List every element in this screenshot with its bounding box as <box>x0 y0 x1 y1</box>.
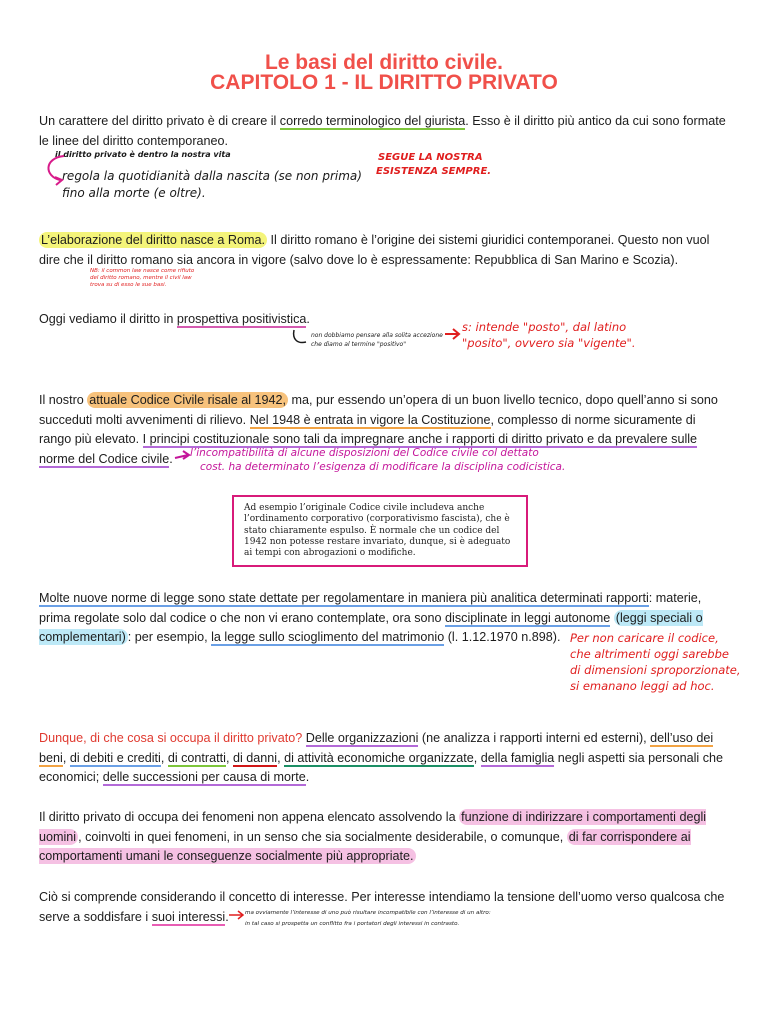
underline-contratti: di contratti <box>167 750 226 765</box>
highlight-conseguenze: di far corrispondere ai comportamenti umani le conseguenze socialmente più appropriate. <box>39 829 691 863</box>
handwritten-note-daily: regola la quotidianità dalla nascita (se non prima) <box>62 169 362 183</box>
underline-successioni: delle successioni per causa di morte <box>102 770 306 784</box>
handwritten-side-note-1: SEGUE LA NOSTRA <box>378 152 483 163</box>
handwritten-side-note-2: ESISTENZA SEMPRE. <box>376 166 492 177</box>
red-arrowhead-posto <box>453 329 459 339</box>
underline-corredo: corredo terminologico del giurista <box>279 114 466 128</box>
handwritten-note-conflict: ma ovviamente l’interesse di uno può risultare incompatibile con l’interesse di un altro: in tal caso si prospetta un conflitto fra i portatori degli interessi in contrasto. <box>245 910 491 927</box>
underline-interessi: suoi interessi <box>151 909 226 924</box>
underline-debiti: di debiti e crediti <box>69 750 161 765</box>
pink-bracket-arrowhead <box>55 177 62 185</box>
example-box: Ad esempio l’originale Codice civile includeva anche l’ordinamento corporativo (corporativismo fascista), che è stato chiaramente espulso. È normale che un codice del 1942 non potesse restare invariato, dunque, si è adeguato ai tempi con abrogazioni o modifiche. <box>232 495 528 567</box>
underline-danni: di danni <box>232 750 278 765</box>
handwritten-note-incompatibility: l’incompatibilità di alcune disposizioni del Codice civile col dettato <box>190 447 539 459</box>
highlight-code-1942: attuale Codice Civile risale al 1942, <box>89 393 287 407</box>
paragraph-terminology: Un carattere del diritto privato è di creare il corredo terminologico del giurista. Esso è il diritto più antico da cui sono formate le linee del diritto contemporaneo. <box>39 114 726 148</box>
underline-positivistica: prospettiva positivistica <box>176 312 307 326</box>
title-line-1: Le basi del diritto civile. <box>264 51 504 74</box>
handwritten-note-positivo: non dobbiamo pensare alla solita accezione che diamo al termine "positivo" <box>311 332 443 348</box>
handwritten-note-vigente: "posito", ovvero sia "vigente". <box>462 336 636 350</box>
paragraph-interest: Ciò si comprende considerando il concetto di interesse. Per interesse intendiamo la tensione dell’uomo verso qualcosa che serve a soddisfare i suoi interessi. <box>39 890 725 924</box>
handwritten-note-posto: s: intende "posto", dal latino <box>462 320 627 334</box>
underline-attivita: di attività economiche organizzate <box>284 750 474 765</box>
question-text: Dunque, di che cosa si occupa il diritto privato? <box>39 731 303 745</box>
handwritten-note-death: fino alla morte (e oltre). <box>62 186 206 200</box>
paragraph-roman-law: L’elaborazione del diritto nasce a Roma. Il diritto romano è l’origine dei sistemi giuridici contemporanei. Questo non vuol dire che il diritto romano sia ancora in vigore (salvo dove lo è espressamente: Repubblica di San Marino e Scozia). <box>39 233 710 267</box>
underline-beni: dell’uso dei beni <box>39 731 714 765</box>
paragraph-function: Il diritto privato di occupa dei fenomeni non appena elencato assolvendo la funzione di indirizzare i comportamenti degli uomini , coinvolti in quei fenomeni, in un senso che sia socialmente desiderabile, o comunque, di far corrispondere ai comportamenti umani le conseguenze socialmente più appropriate. <box>39 810 707 863</box>
highlight-rome: L’elaborazione del diritto nasce a Roma. <box>41 233 266 247</box>
highlight-leggi-speciali: (leggi speciali o complementari) <box>39 610 703 644</box>
paragraph-new-laws: Molte nuove norme di legge sono state dettate per regolamentare in maniera più analitica determinati rapporti: materie, prima regolate solo dal codice o che non vi erano contemplate, ora sono disciplinate in leggi autonome (leggi speciali o complementari) : per esempio, la legge sullo scioglimento del matrimonio (l. 1.12.1970 n.898). <box>39 591 703 644</box>
underline-nuove-norme: Molte nuove norme di legge sono state dettate per regolamentare in maniera più analitica determinati rapporti <box>39 591 649 605</box>
handwritten-note-life: il diritto privato è dentro la nostra vita <box>55 150 231 159</box>
underline-scioglimento: la legge sullo scioglimento del matrimonio <box>211 630 445 644</box>
paragraph-civil-code: Il nostro attuale Codice Civile risale al 1942, ma, pur essendo un’opera di un buon livello tecnico, dopo quell’anno si sono succeduti molti avvenimenti di rilievo. Nel 1948 è entrata in vigore la Costituzione, complesso di norme sicuramente di rango più elevato. I principi costituzionale sono tali da impregnare anche i rapporti di diritto privato e da prevalere sulle norme del Codice civile. <box>39 393 718 466</box>
title-line-2: CAPITOLO 1 - IL DIRITTO PRIVATO <box>210 71 558 94</box>
handwritten-note-leggi-ad-hoc: Per non caricare il codice, che altrimenti oggi sarebbe di dimensioni sproporzionate, si emanano leggi ad hoc. <box>570 631 741 693</box>
positivism-arrow <box>294 330 306 343</box>
underline-principi: I principi costituzionale sono tali da impregnare anche i rapporti di diritto privato e da prevalere sulle norme del Codice civile <box>39 432 698 466</box>
underline-organizzazioni: Delle organizzazioni <box>305 731 419 745</box>
underline-leggi-autonome: disciplinate in leggi autonome <box>445 610 611 625</box>
underline-costituzione: Nel 1948 è entrata in vigore la Costituzione <box>249 412 491 427</box>
highlight-funzione: funzione di indirizzare i comportamenti degli uomini <box>39 810 707 844</box>
handwritten-note-common-law: NB: il common law nasce come rifiuto del diritto romano, mentre il civil law trova su di esso le sue basi. <box>90 268 195 288</box>
paragraph-positivism: Oggi vediamo il diritto in prospettiva positivistica. <box>39 312 310 326</box>
paragraph-subject-matter: Dunque, di che cosa si occupa il diritto privato? Delle organizzazioni (ne analizza i rapporti interni ed esterni), dell’uso dei beni, di debiti e crediti, di contratti, di danni, di attività economiche organizzate, della famiglia negli aspetti sia personali che economici; delle successioni per causa di morte. <box>39 731 724 784</box>
underline-famiglia: della famiglia <box>480 750 555 765</box>
handwritten-note-constitution: cost. ha determinato l’esigenza di modificare la disciplina codicistica. <box>200 461 566 473</box>
